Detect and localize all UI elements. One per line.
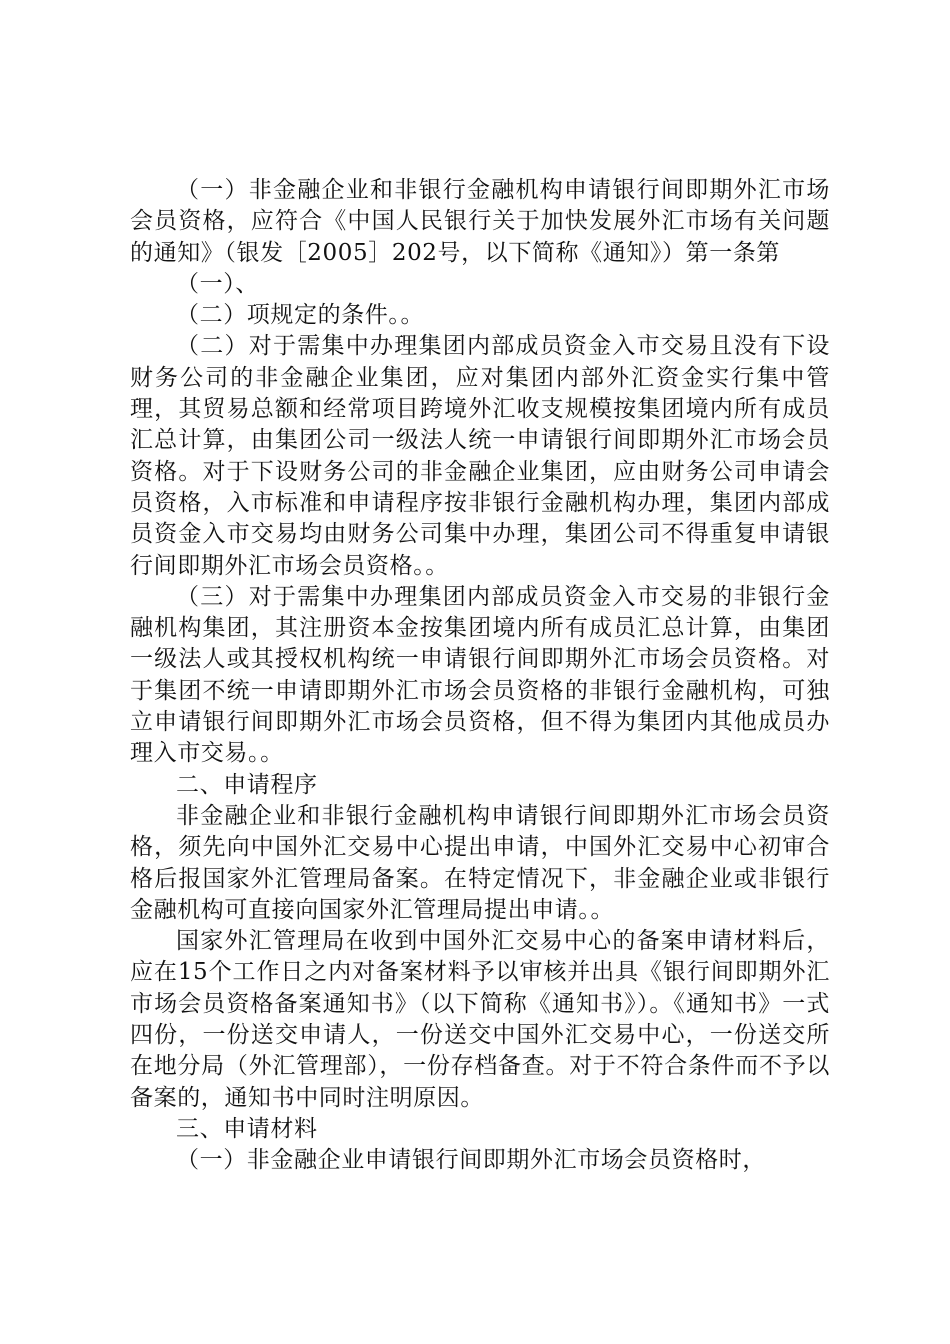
paragraph-non-bank-group: （三）对于需集中办理集团内部成员资金入市交易的非银行金融机构集团，其注册资本金按集团境内所有成员汇总计算，由集团一级法人或其授权机构统一申请银行间即期外汇市场会员资格。对于集团不统一申请即期外汇市场会员资格的非银行金融机构，可独立申请银行间即期外汇市场会员资格，但不得为集团内其他成员办理入市交易。。 xyxy=(130,583,830,767)
paragraph-application-procedure: 非金融企业和非银行金融机构申请银行间即期外汇市场会员资格，须先向中国外汇交易中心提出申请，中国外汇交易中心初审合格后报国家外汇管理局备案。在特定情况下，非金融企业或非银行金融机构可直接向国家外汇管理局提出申请。。 xyxy=(130,802,830,923)
document-body xyxy=(130,175,830,1177)
paragraph-membership-conditions: （一）非金融企业和非银行金融机构申请银行间即期外汇市场会员资格，应符合《中国人民银行关于加快发展外汇市场有关问题的通知》（银发［2005］202号，以下简称《通知》）第一条第 xyxy=(130,177,830,266)
section-heading-application-materials: 三、申请材料 xyxy=(176,1115,318,1142)
paragraph-materials-non-financial: （一）非金融企业申请银行间即期外汇市场会员资格时， xyxy=(176,1147,766,1174)
paragraph-clause-two: （二）项规定的条件。。 xyxy=(176,302,425,329)
paragraph-clause-one: （一）、 xyxy=(176,270,259,297)
section-heading-application-procedure: 二、申请程序 xyxy=(176,771,318,798)
paragraph-review-notice: 国家外汇管理局在收到中国外汇交易中心的备案申请材料后，应在15个工作日之内对备案材料予以审核并出具《银行间即期外汇市场会员资格备案通知书》（以下简称《通知书》）。《通知书》一式四份，一份送交申请人，一份送交中国外汇交易中心，一份送交所在地分局（外汇管理部），一份存档备查。对于不符合条件而不予以备案的，通知书中同时注明原因。 xyxy=(130,928,830,1111)
paragraph-non-financial-group: （二）对于需集中办理集团内部成员资金入市交易且没有下设财务公司的非金融企业集团，应对集团内部外汇资金实行集中管理，其贸易总额和经常项目跨境外汇收支规模按集团境内所有成员汇总计算，由集团公司一级法人统一申请银行间即期外汇市场会员资格。对于下设财务公司的非金融企业集团，应由财务公司申请会员资格，入市标准和申请程序按非银行金融机构办理，集团内部成员资金入市交易均由财务公司集中办理，集团公司不得重复申请银行间即期外汇市场会员资格。。 xyxy=(130,333,830,579)
